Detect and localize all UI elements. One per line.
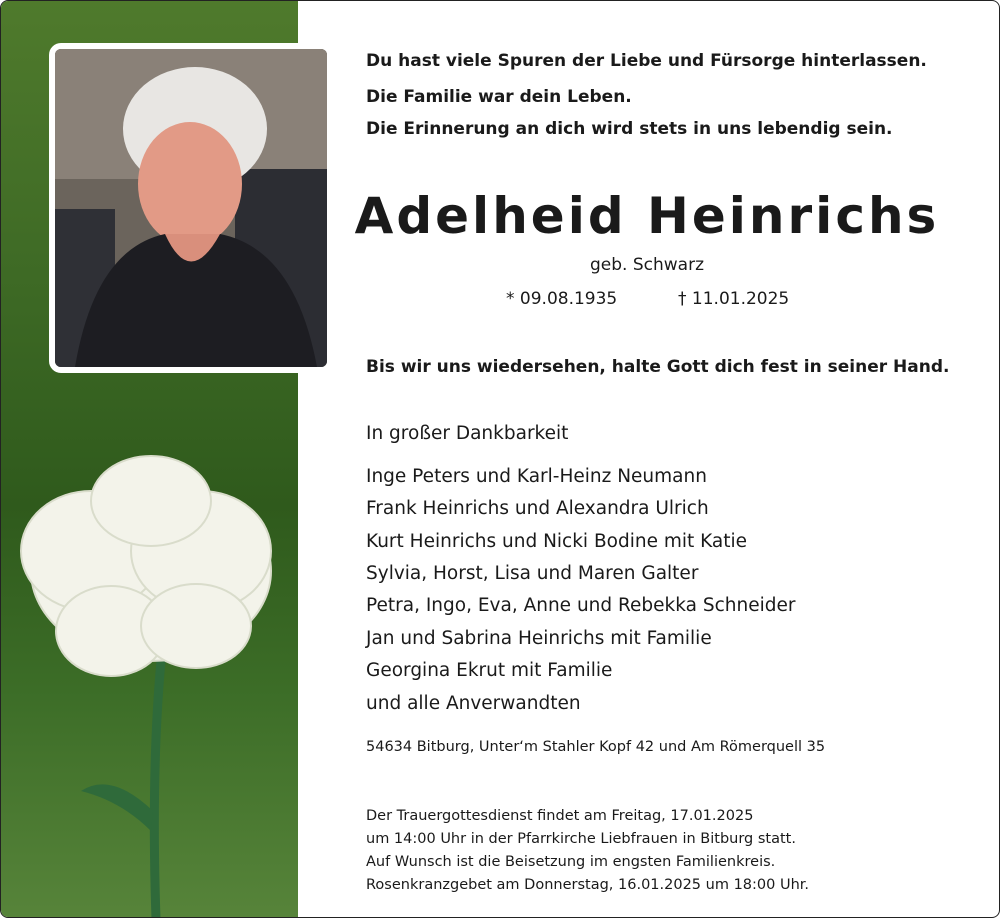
- quote: Bis wir uns wiedersehen, halte Gott dich fest in seiner Hand.: [366, 357, 950, 377]
- family-line: Petra, Ingo, Eva, Anne und Rebekka Schneider: [366, 595, 796, 616]
- verse-line-2: Die Familie war dein Leben.: [366, 87, 632, 107]
- verse-line-3: Die Erinnerung an dich wird stets in uns lebendig sein.: [366, 119, 893, 139]
- maiden-name: geb. Schwarz: [590, 255, 704, 275]
- carnation-flower-image: [1, 441, 298, 918]
- service-line: Auf Wunsch ist die Beisetzung im engsten Familienkreis.: [366, 854, 776, 870]
- family-line: Frank Heinrichs und Alexandra Ulrich: [366, 498, 709, 519]
- family-line: und alle Anverwandten: [366, 693, 581, 714]
- thanks-heading: In großer Dankbarkeit: [366, 423, 569, 444]
- family-line: Jan und Sabrina Heinrichs mit Familie: [366, 628, 712, 649]
- service-line: Rosenkranzgebet am Donnerstag, 16.01.2025 um 18:00 Uhr.: [366, 877, 810, 893]
- address: 54634 Bitburg, Unter‘m Stahler Kopf 42 und Am Römerquell 35: [366, 739, 826, 755]
- family-line: Kurt Heinrichs und Nicki Bodine mit Katie: [366, 531, 748, 552]
- deceased-name: Adelheid Heinrichs: [354, 187, 940, 245]
- verse-line-1: Du hast viele Spuren der Liebe und Fürsorge hinterlassen.: [366, 51, 927, 71]
- family-line: Sylvia, Horst, Lisa und Maren Galter: [366, 563, 699, 584]
- birth-date: * 09.08.1935: [506, 289, 618, 309]
- family-line: Inge Peters und Karl-Heinz Neumann: [366, 466, 707, 487]
- service-line: um 14:00 Uhr in der Pfarrkirche Liebfrauen in Bitburg statt.: [366, 831, 796, 847]
- family-line: Georgina Ekrut mit Familie: [366, 660, 613, 681]
- service-line: Der Trauergottesdienst findet am Freitag, 17.01.2025: [366, 808, 754, 824]
- death-date: † 11.01.2025: [678, 289, 790, 309]
